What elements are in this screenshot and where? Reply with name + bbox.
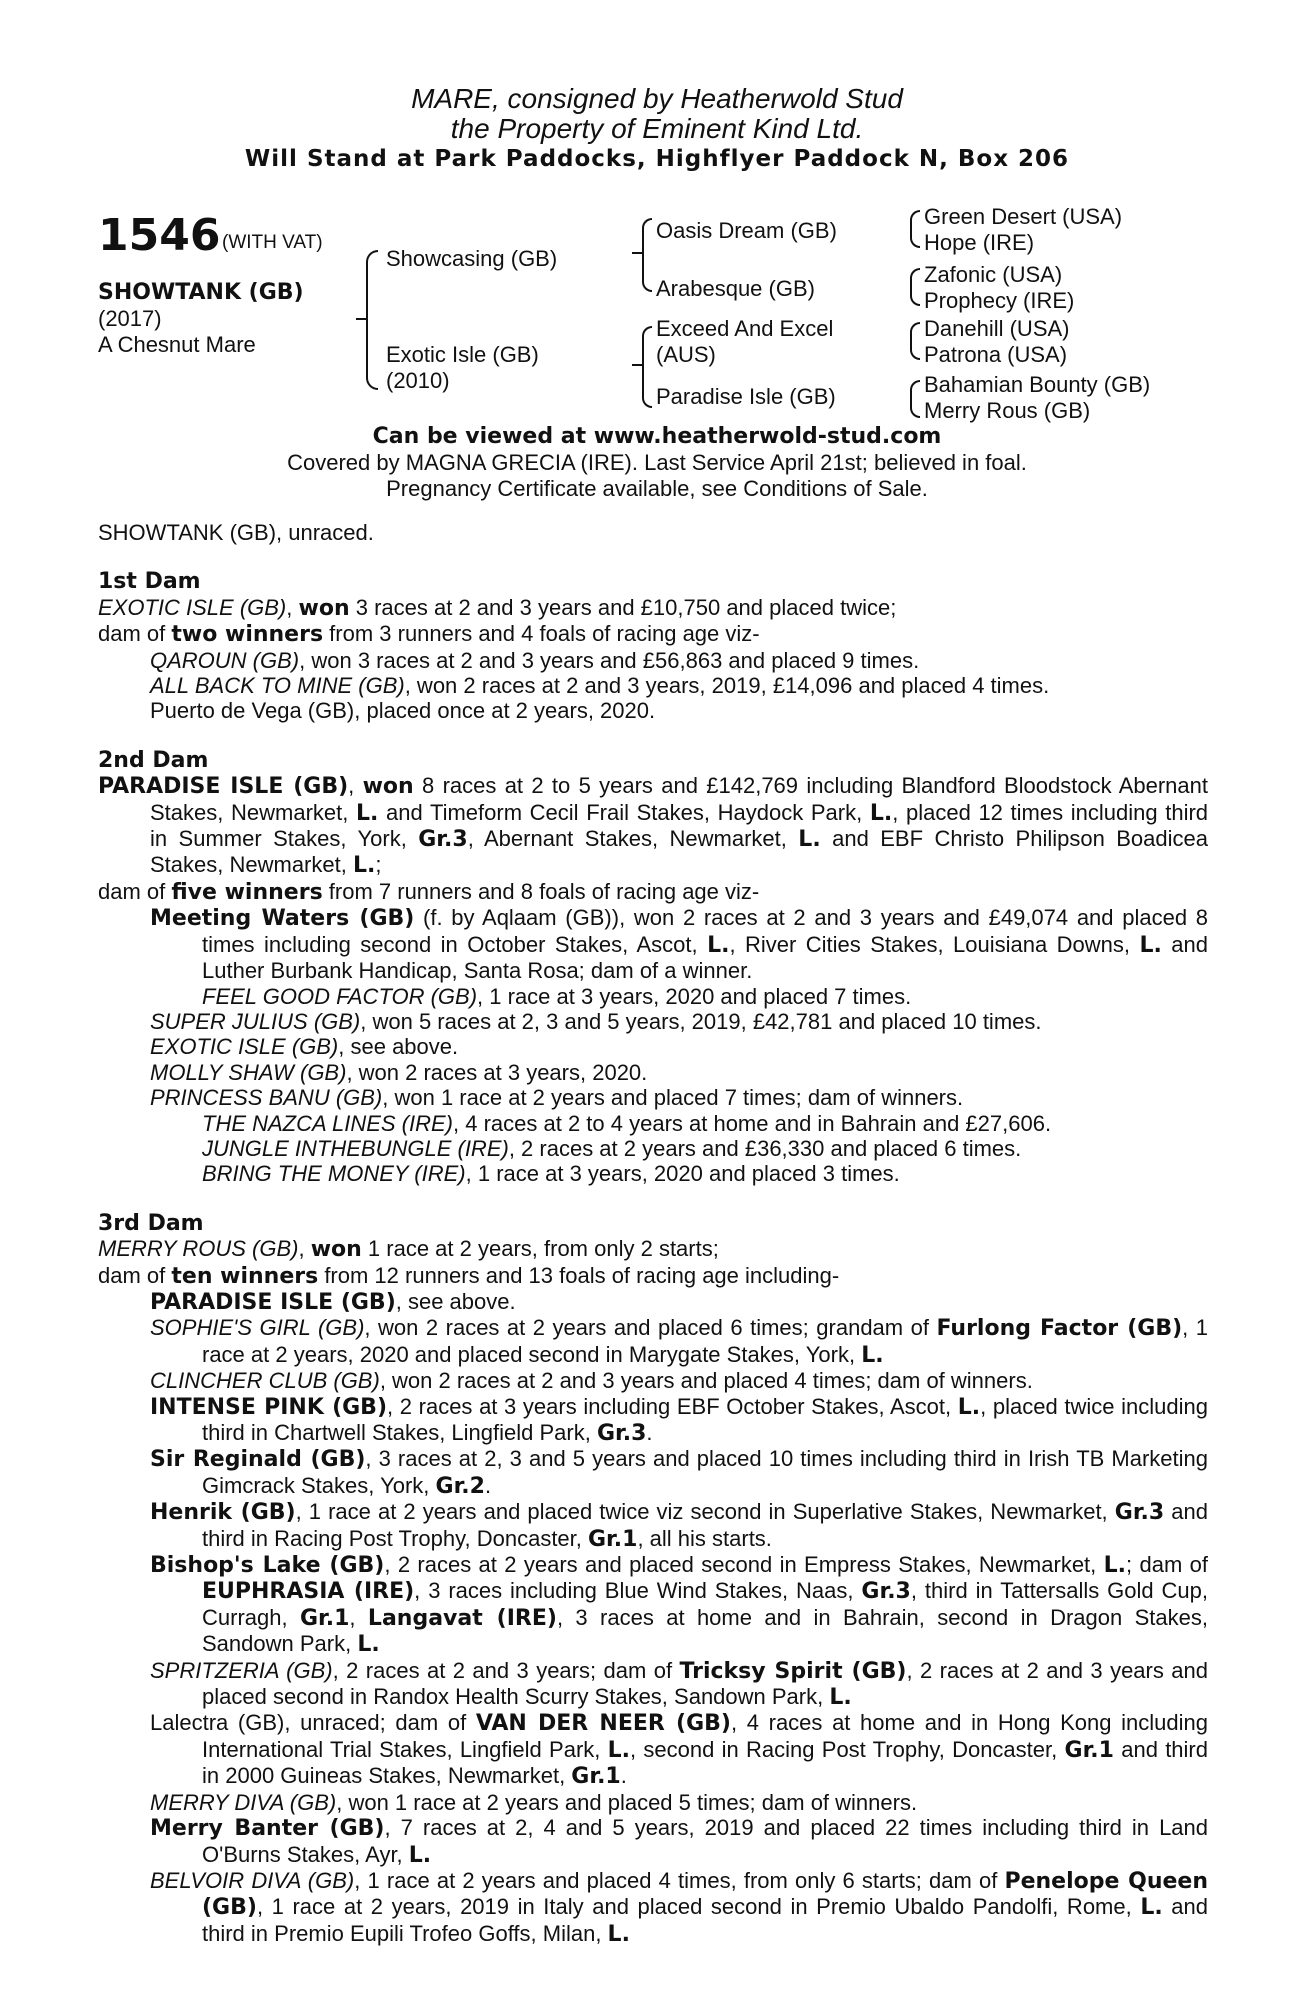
- produce-entry: INTENSE PINK (GB), 2 races at 3 years including EBF October Stakes, Ascot, L., placed twice including third in Chartwell Stakes, Lingfield Park, Gr.3.: [150, 1393, 1208, 1446]
- produce-entry: Sir Reginald (GB), 3 races at 2, 3 and 5 years and placed 10 times including third in Irish TB Marketing Gimcrack Stakes, York, Gr.2.: [150, 1446, 1208, 1499]
- first-dam-heading: 1st Dam: [98, 569, 201, 595]
- pedigree-brace-sire: [642, 218, 652, 292]
- produce-entry: THE NAZCA LINES (IRE), 4 races at 2 to 4 years at home and in Bahrain and £27,606.: [202, 1110, 1052, 1136]
- sire: Showcasing (GB): [386, 246, 558, 271]
- produce-entry: SOPHIE'S GIRL (GB), won 2 races at 2 years and placed 6 times; grandam of Furlong Factor (GB), 1 race at 2 years, 2020 and placed second in Marygate Stakes, York, L.: [150, 1315, 1208, 1368]
- brace-tip: [356, 318, 368, 320]
- brace-tip: [632, 252, 644, 254]
- produce-entry: CLINCHER CLUB (GB), won 2 races at 2 and 3 years and placed 4 times; dam of winners.: [150, 1368, 1033, 1394]
- gen3-dds: Bahamian Bounty (GB): [924, 372, 1151, 397]
- first-dam-line: EXOTIC ISLE (GB), won 3 races at 2 and 3 years and £10,750 and placed twice;: [98, 594, 897, 621]
- pedigree-brace-main: [366, 250, 378, 390]
- second-dam-entry: PARADISE ISLE (GB), won 8 races at 2 to 5 years and £142,769 including Blandford Bloodstock Abernant Stakes, Newmarket, L. and Timeform Cecil Frail Stakes, Haydock Park, L., placed 12 times including third in Summer Stakes, York, Gr.3, Abernant Stakes, Newmarket, L. and EBF Christo Philipson Boadicea Stakes, Newmarket, L.;: [98, 773, 1209, 879]
- dam-name: EXOTIC ISLE (GB): [98, 594, 287, 620]
- produce-entry: FEEL GOOD FACTOR (GB), 1 race at 3 years, 2020 and placed 7 times.: [202, 983, 912, 1009]
- produce-entry: BRING THE MONEY (IRE), 1 race at 3 years, 2020 and placed 3 times.: [202, 1161, 900, 1187]
- gen3-sdd: Prophecy (IRE): [924, 288, 1075, 313]
- catalogue-body: [98, 520, 1208, 1947]
- produce-entry: PARADISE ISLE (GB), see above.: [150, 1288, 516, 1315]
- gen3-ssd: Hope (IRE): [924, 230, 1035, 255]
- produce-entry: MERRY DIVA (GB), won 1 race at 2 years and placed 5 times; dam of winners.: [150, 1789, 918, 1815]
- third-dam-line: MERRY ROUS (GB), won 1 race at 2 years, from only 2 starts;: [98, 1236, 719, 1263]
- property-line: the Property of Eminent Kind Ltd.: [450, 113, 864, 144]
- covering-note: Covered by MAGNA GRECIA (IRE). Last Service April 21st; believed in foal.: [287, 450, 1027, 475]
- foaling-year: (2017): [98, 306, 162, 331]
- produce-entry: JUNGLE INTHEBUNGLE (IRE), 2 races at 2 years and £36,330 and placed 6 times.: [202, 1135, 1022, 1161]
- produce-entry: Henrik (GB), 1 race at 2 years and placed twice viz second in Superlative Stakes, Newmarket, Gr.3 and third in Racing Post Trophy, Doncaster, Gr.1, all his starts.: [150, 1499, 1208, 1552]
- dam-dam: Paradise Isle (GB): [656, 384, 836, 409]
- pregnancy-note: Pregnancy Certificate available, see Conditions of Sale.: [386, 476, 928, 501]
- brace-gen3: [910, 268, 920, 306]
- vat-note: (WITH VAT): [222, 232, 323, 253]
- dam-sire: Exceed And Excel: [656, 316, 834, 341]
- produce-entry: EXOTIC ISLE (GB), see above.: [150, 1034, 459, 1060]
- horse-description: A Chesnut Mare: [98, 332, 256, 357]
- consignor-line: MARE, consigned by Heatherwold Stud: [411, 83, 903, 114]
- gen3-dss: Danehill (USA): [924, 316, 1070, 341]
- produce-entry: SUPER JULIUS (GB), won 5 races at 2, 3 and 5 years, 2019, £42,781 and placed 10 times.: [150, 1008, 1042, 1034]
- produce-entry: ALL BACK TO MINE (GB), won 2 races at 2 and 3 years, 2019, £14,096 and placed 4 times.: [150, 673, 1050, 699]
- brace-gen3: [910, 210, 920, 248]
- gen3-sss: Green Desert (USA): [924, 204, 1123, 229]
- sire-sire: Oasis Dream (GB): [656, 218, 837, 243]
- produce-entry: PRINCESS BANU (GB), won 1 race at 2 years and placed 7 times; dam of winners.: [150, 1085, 964, 1111]
- racing-summary: SHOWTANK (GB), unraced.: [98, 520, 374, 545]
- produce-entry: BELVOIR DIVA (GB), 1 race at 2 years and placed 4 times, from only 6 starts; dam of Penelope Queen (GB), 1 race at 2 years, 2019 in Italy and placed second in Premio Ubaldo Pandolfi, Rome, L. and third in Premio Eupili Trofeo Goffs, Milan, L.: [150, 1867, 1208, 1947]
- produce-entry: Puerto de Vega (GB), placed once at 2 years, 2020.: [150, 698, 656, 724]
- location-line: Will Stand at Park Paddocks, Highflyer Paddock N, Box 206: [244, 146, 1070, 172]
- gen3-sds: Zafonic (USA): [924, 262, 1063, 287]
- gen3-ddd: Merry Rous (GB): [924, 398, 1091, 423]
- produce-entry: QAROUN (GB), won 3 races at 2 and 3 years and £56,863 and placed 9 times.: [150, 647, 920, 673]
- produce-entry: MOLLY SHAW (GB), won 2 races at 3 years, 2020.: [150, 1059, 648, 1085]
- brace-tip: [632, 364, 644, 366]
- pedigree-brace-dam: [642, 326, 652, 408]
- third-dam-produce: dam of ten winners from 12 runners and 13 foals of racing age including-: [98, 1262, 840, 1289]
- brace-gen3: [910, 380, 920, 418]
- produce-entry: Bishop's Lake (GB), 2 races at 2 years and placed second in Empress Stakes, Newmarket, L.; dam of EUPHRASIA (IRE), 3 races including Blue Wind Stakes, Naas, Gr.3, third in Tattersalls Gold Cup, Curragh, Gr.1, Langavat (IRE), 3 races at home and in Bahrain, second in Dragon Stakes, Sandown Park, L.: [150, 1552, 1209, 1658]
- produce-entry: Lalectra (GB), unraced; dam of VAN DER NEER (GB), 4 races at home and in Hong Kong including International Trial Stakes, Lingfield Park, L., second in Racing Post Trophy, Doncaster, Gr.1 and third in 2000 Guineas Stakes, Newmarket, Gr.1.: [150, 1710, 1208, 1790]
- sire-dam: Arabesque (GB): [656, 276, 815, 301]
- produce-entry: Meeting Waters (GB) (f. by Aqlaam (GB)), won 2 races at 2 and 3 years and £49,074 and placed 8 times including second in October Stakes, Ascot, L., River Cities Stakes, Louisiana Downs, L. and Luther Burbank Handicap, Santa Rosa; dam of a winner.: [150, 905, 1208, 984]
- dam-year: (2010): [386, 368, 450, 393]
- dam: Exotic Isle (GB): [386, 342, 539, 367]
- produce-entry: SPRITZERIA (GB), 2 races at 2 and 3 years; dam of Tricksy Spirit (GB), 2 races at 2 and 3 years and placed second in Randox Health Scurry Stakes, Sandown Park, L.: [150, 1657, 1208, 1711]
- second-dam-produce: dam of five winners from 7 runners and 8 foals of racing age viz-: [98, 878, 760, 905]
- dam-sire-origin: (AUS): [656, 342, 716, 367]
- produce-entry: Merry Banter (GB), 7 races at 2, 4 and 5 years, 2019 and placed 22 times including third in Land O'Burns Stakes, Ayr, L.: [150, 1815, 1209, 1868]
- horse-name: SHOWTANK (GB): [98, 280, 304, 305]
- brace-gen3: [910, 322, 920, 360]
- third-dam-heading: 3rd Dam: [98, 1210, 204, 1236]
- website-note: Can be viewed at www.heatherwold-stud.com: [372, 424, 942, 449]
- gen3-dsd: Patrona (USA): [924, 342, 1068, 367]
- second-dam-heading: 2nd Dam: [98, 747, 209, 773]
- first-dam-produce: dam of two winners from 3 runners and 4 foals of racing age viz-: [98, 621, 760, 648]
- lot-number: 1546: [98, 210, 221, 261]
